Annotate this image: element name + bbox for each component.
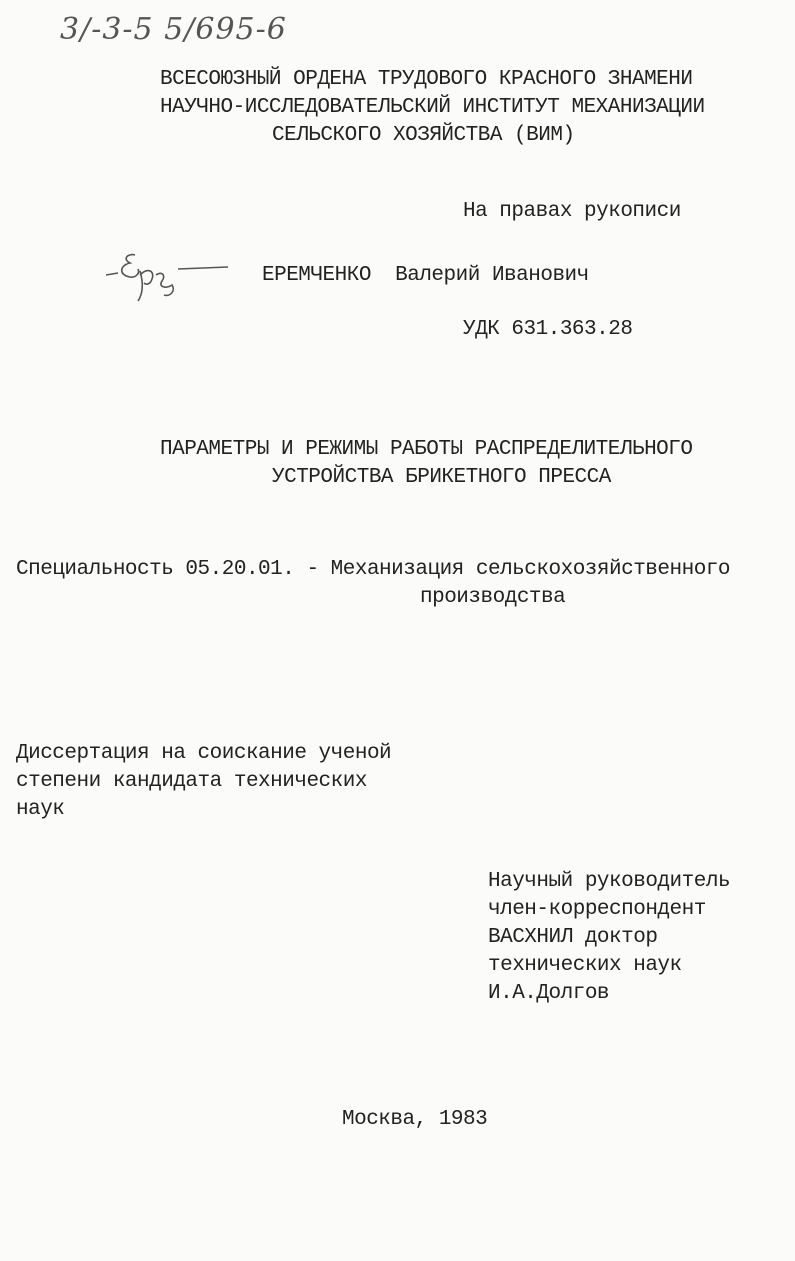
institute-line-3: СЕЛЬСКОГО ХОЗЯЙСТВА (ВИМ): [272, 124, 575, 147]
supervisor-line-1: Научный руководитель: [488, 870, 731, 893]
institute-line-1: ВСЕСОЮЗНЫЙ ОРДЕНА ТРУДОВОГО КРАСНОГО ЗНАМЕНИ: [160, 68, 693, 91]
author-signature: [100, 245, 235, 310]
supervisor-line-5: И.А.Долгов: [488, 982, 610, 1005]
dissertation-title-line-2: УСТРОЙСТВА БРИКЕТНОГО ПРЕССА: [272, 466, 611, 489]
handwritten-archive-code: 3/-3-5 5/695-6: [60, 12, 287, 47]
supervisor-line-4: технических наук: [488, 954, 682, 977]
supervisor-line-3: ВАСХНИЛ доктор: [488, 926, 658, 949]
manuscript-rights-note: На правах рукописи: [463, 200, 681, 223]
degree-line-2: степени кандидата технических: [16, 770, 367, 793]
degree-line-3: наук: [16, 798, 65, 821]
specialty-line-2: производства: [420, 586, 566, 609]
place-and-year: Москва, 1983: [342, 1108, 488, 1131]
author-name: ЕРЕМЧЕНКО Валерий Иванович: [262, 264, 589, 287]
institute-line-2: НАУЧНО-ИССЛЕДОВАТЕЛЬСКИЙ ИНСТИТУТ МЕХАНИЗАЦИИ: [160, 96, 705, 119]
udc-code: УДК 631.363.28: [463, 318, 633, 341]
degree-line-1: Диссертация на соискание ученой: [16, 742, 392, 765]
dissertation-title-line-1: ПАРАМЕТРЫ И РЕЖИМЫ РАБОТЫ РАСПРЕДЕЛИТЕЛЬНОГО: [160, 438, 693, 461]
specialty-line-1: Специальность 05.20.01. - Механизация сельскохозяйственного: [16, 558, 731, 581]
supervisor-line-2: член-корреспондент: [488, 898, 706, 921]
